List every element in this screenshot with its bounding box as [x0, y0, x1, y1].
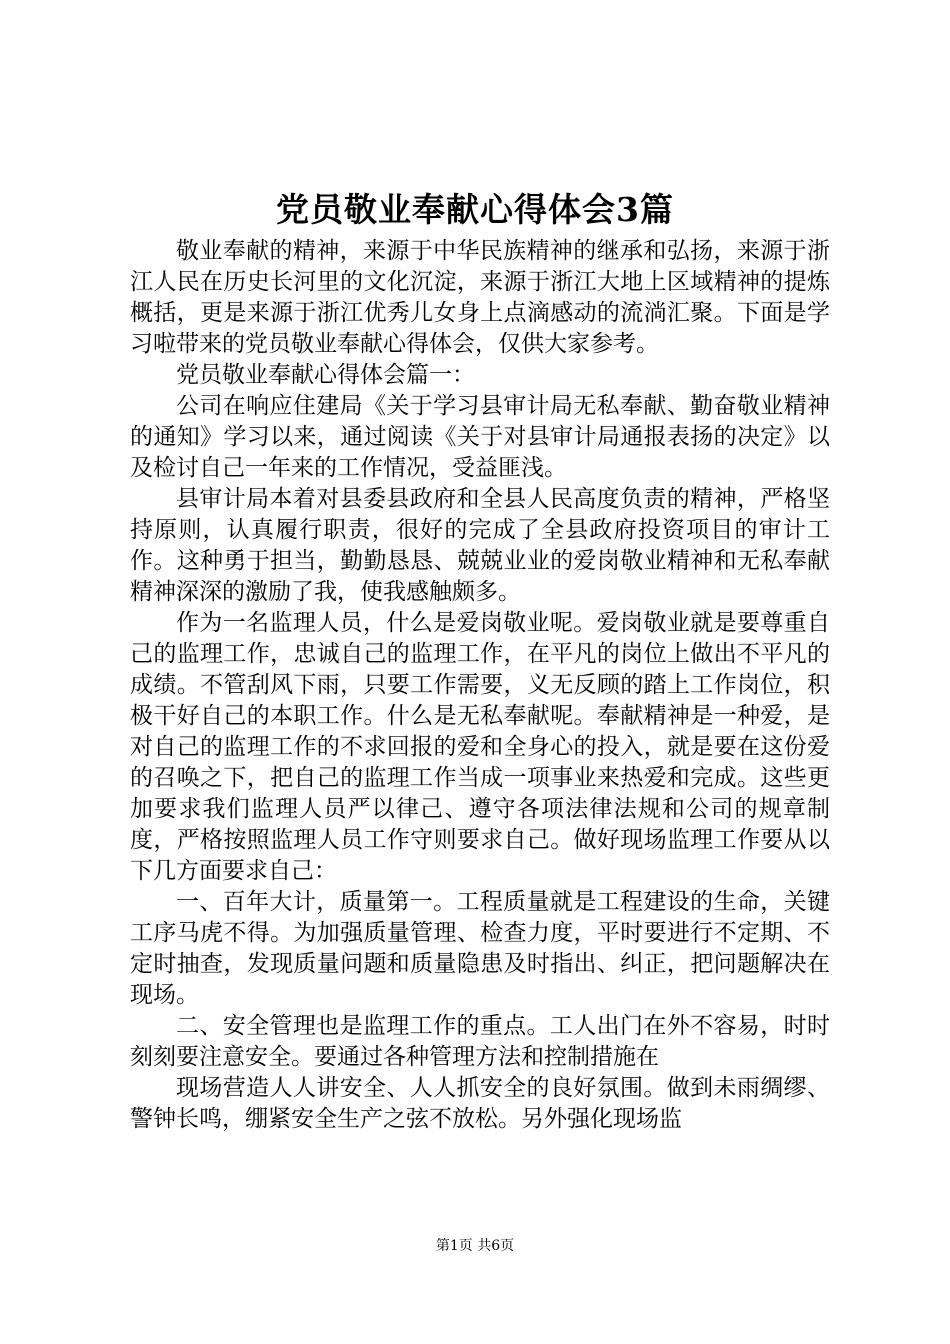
- paragraph-intro: 敬业奉献的精神，来源于中华民族精神的继承和弘扬，来源于浙江人民在历史长河里的文化沉淀，来源于浙江大地上区域精神的提炼概括，更是来源于浙江优秀儿女身上点滴感动的流淌汇聚。下面是学习啦带来的党员敬业奉献心得体会，仅供大家参考。: [130, 238, 830, 357]
- paragraph: 作为一名监理人员，什么是爱岗敬业呢。爱岗敬业就是要尊重自己的监理工作，忠诚自己的监理工作，在平凡的岗位上做出不平凡的成绩。不管刮风下雨，只要工作需要，义无反顾的踏上工作岗位，积极干好自己的本职工作。什么是无私奉献呢。奉献精神是一种爱，是对自己的监理工作的不求回报的爱和全身心的投入，就是要在这份爱的召唤之下，把自己的监理工作当成一项事业来热爱和完成。这些更加要求我们监理人员严以律己、遵守各项法律法规和公司的规章制度，严格按照监理人员工作守则要求自己。做好现场监理工作要从以下几方面要求自己：: [130, 610, 830, 884]
- paragraph: 现场营造人人讲安全、人人抓安全的良好氛围。做到未雨绸缪、警钟长鸣，绷紧安全生产之弦不放松。另外强化现场监: [130, 1075, 830, 1132]
- document-body: [130, 236, 830, 1135]
- page-number: 第1页 共6页: [435, 1238, 515, 1254]
- paragraph: 公司在响应住建局《关于学习县审计局无私奉献、勤奋敬业精神的通知》学习以来，通过阅读《关于对县审计局通报表扬的决定》以及检讨自己一年来的工作情况，受益匪浅。: [130, 393, 830, 481]
- document-title: 党员敬业奉献心得体会3篇: [276, 190, 674, 229]
- paragraph: 县审计局本着对县委县政府和全县人民高度负责的精神，严格坚持原则，认真履行职责，很好的完成了全县政府投资项目的审计工作。这种勇于担当，勤勤恳恳、兢兢业业的爱岗敬业精神和无私奉献精神深深的激励了我，使我感触颇多。: [130, 486, 830, 605]
- paragraph: 一、百年大计，质量第一。工程质量就是工程建设的生命，关键工序马虎不得。为加强质量管理、检查力度，平时要进行不定期、不定时抽查，发现质量问题和质量隐患及时指出、纠正，把问题解决在现场。: [130, 889, 830, 1008]
- section-heading: 党员敬业奉献心得体会篇一：: [176, 362, 475, 388]
- paragraph: 二、安全管理也是监理工作的重点。工人出门在外不容易，时时刻刻要注意安全。要通过各种管理方法和控制措施在: [130, 1013, 830, 1070]
